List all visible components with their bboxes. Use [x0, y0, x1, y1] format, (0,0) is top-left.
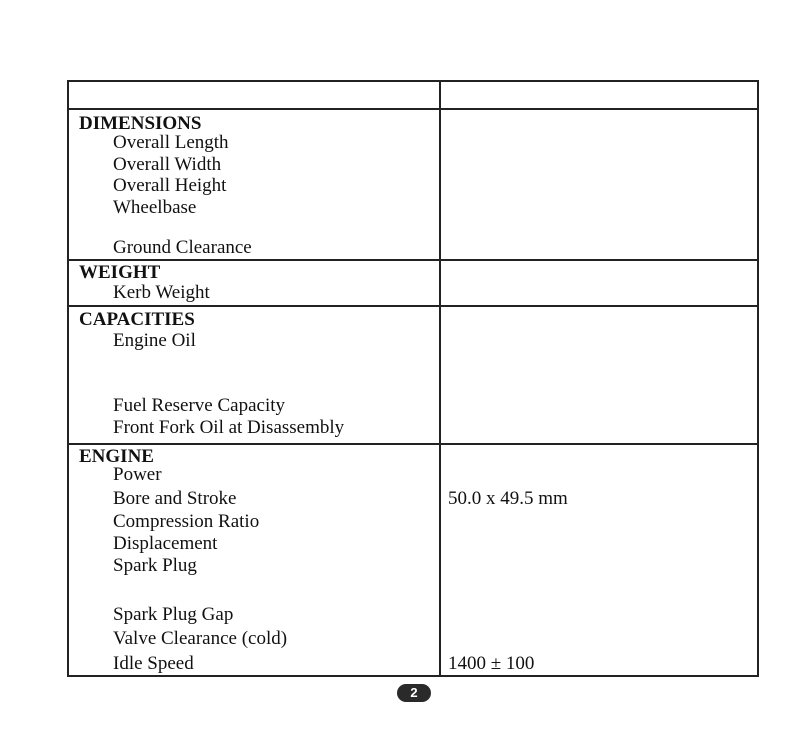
- section-capacities: [69, 305, 757, 443]
- header-cell-left: [69, 82, 441, 108]
- section-weight: [69, 259, 757, 305]
- section-title: WEIGHT: [79, 262, 161, 283]
- section-capacities-labels: [69, 307, 441, 443]
- spec-label: Front Fork Oil at Disassembly: [113, 417, 345, 438]
- spec-label: Spark Plug Gap: [113, 604, 234, 625]
- section-dimensions-labels: [69, 110, 441, 259]
- spec-label: Spark Plug: [113, 555, 197, 576]
- section-engine-values: [441, 445, 757, 675]
- section-engine: [69, 443, 757, 675]
- spec-label: Kerb Weight: [113, 282, 210, 303]
- spec-label: Power: [113, 464, 162, 485]
- spec-label: Ground Clearance: [113, 237, 252, 258]
- spec-label: Wheelbase: [113, 197, 197, 218]
- spec-label: Overall Length: [113, 132, 229, 153]
- table-header-row: [69, 82, 757, 108]
- spec-label: Overall Width: [113, 154, 222, 175]
- spec-label: Fuel Reserve Capacity: [113, 395, 286, 416]
- section-engine-labels: [69, 445, 441, 675]
- header-cell-right: [441, 82, 757, 108]
- spec-label: Compression Ratio: [113, 511, 260, 532]
- spec-label: Overall Height: [113, 175, 227, 196]
- spec-value: 1400 ± 100: [448, 653, 535, 674]
- spec-label: Bore and Stroke: [113, 488, 237, 509]
- section-dimensions: [69, 108, 757, 259]
- spec-label: Valve Clearance (cold): [113, 628, 288, 649]
- section-weight-values: [441, 261, 757, 305]
- spec-label: Displacement: [113, 533, 218, 554]
- section-dimensions-values: [441, 110, 757, 259]
- spec-label: Idle Speed: [113, 653, 194, 674]
- section-title: ENGINE: [79, 446, 154, 467]
- spec-value: 50.0 x 49.5 mm: [448, 488, 568, 509]
- section-weight-labels: [69, 261, 441, 305]
- section-title: CAPACITIES: [79, 309, 195, 330]
- page-number-badge: 2: [397, 684, 431, 702]
- spec-table: [67, 80, 759, 677]
- spec-label: Engine Oil: [113, 330, 196, 351]
- section-capacities-values: [441, 307, 757, 443]
- section-title: DIMENSIONS: [79, 113, 202, 134]
